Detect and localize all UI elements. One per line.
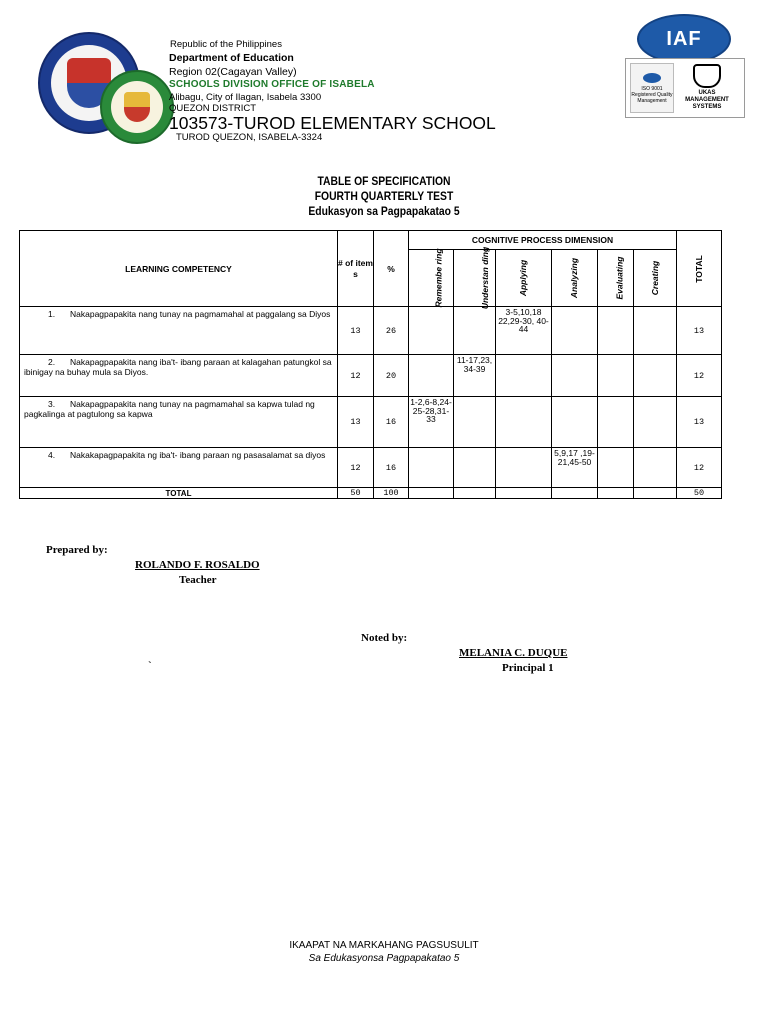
remembering-cell (409, 307, 454, 355)
row-total-cell: 12 (677, 355, 722, 397)
header-region: Region 02(Cagayan Valley) (169, 66, 297, 78)
understanding-cell (454, 307, 496, 355)
remembering-cell (409, 448, 454, 488)
applying-cell (496, 448, 552, 488)
doc-subject: Edukasyon sa Pagpapakatao 5 (308, 206, 460, 218)
division-seal-logo (100, 70, 174, 144)
percent-cell: 26 (374, 307, 409, 355)
applying-cell (496, 397, 552, 448)
footer-subject: Sa Edukasyonsa Pagpapakatao 5 (308, 953, 460, 964)
table-row (20, 307, 722, 355)
header-remembering: Remembe ring (409, 250, 454, 307)
doc-subtitle: FOURTH QUARTERLY TEST (314, 191, 454, 203)
total-items: 50 (338, 488, 374, 499)
evaluating-cell (598, 448, 634, 488)
total-percent: 100 (374, 488, 409, 499)
analyzing-cell (552, 397, 598, 448)
header-total: TOTAL (677, 231, 722, 307)
specification-table (19, 230, 722, 499)
applying-cell: 3-5,10,18 22,29-30, 40-44 (496, 307, 552, 355)
creating-cell (634, 397, 677, 448)
table-row (20, 397, 722, 448)
header-cognitive-dimension: COGNITIVE PROCESS DIMENSION (409, 231, 677, 250)
footer-exam-title: IKAAPAT NA MARKAHANG PAGSUSULIT (289, 940, 479, 951)
evaluating-cell (598, 355, 634, 397)
competency-cell: 2. Nakapagpapakita nang iba't- ibang paraan at kalagahan patungkol sa ibinigay na buhay mula sa Diyos. (20, 355, 338, 397)
creating-cell (634, 448, 677, 488)
header-department: Department of Education (169, 52, 294, 64)
applying-cell (496, 355, 552, 397)
percent-cell: 20 (374, 355, 409, 397)
understanding-cell (454, 448, 496, 488)
remembering-cell (409, 355, 454, 397)
items-cell: 13 (338, 397, 374, 448)
prepared-by-role: Teacher (179, 574, 217, 586)
creating-cell (634, 355, 677, 397)
total-label: TOTAL (20, 488, 338, 499)
row-total-cell: 13 (677, 397, 722, 448)
creating-cell (634, 307, 677, 355)
school-address: TUROD QUEZON, ISABELA-3324 (176, 132, 323, 143)
understanding-cell: 11-17,23, 34-39 (454, 355, 496, 397)
evaluating-cell (598, 307, 634, 355)
header-district: QUEZON DISTRICT (169, 103, 257, 114)
row-total-cell: 13 (677, 307, 722, 355)
crown-icon (693, 64, 721, 88)
analyzing-cell: 5,9,17 ,19-21,45-50 (552, 448, 598, 488)
competency-cell: 4. Nakakapagpapakita ng iba't- ibang paraan ng pasasalamat sa diyos (20, 448, 338, 488)
iaf-logo: IAF (637, 14, 731, 64)
table-row (20, 355, 722, 397)
header-applying: Applying (496, 250, 552, 307)
noted-by-name: MELANIA C. DUQUE (459, 647, 568, 659)
evaluating-cell (598, 397, 634, 448)
stray-mark: ` (148, 660, 152, 672)
prepared-by-label: Prepared by: (46, 544, 108, 556)
prepared-by-name: ROLANDO F. ROSALDO (135, 559, 260, 571)
remembering-cell: 1-2,6-8,24-25-28,31-33 (409, 397, 454, 448)
header-learning-competency: LEARNING COMPETENCY (20, 231, 338, 307)
ukas-badge: UKAS MANAGEMENT SYSTEMS (682, 63, 732, 111)
header-republic: Republic of the Philippines (170, 39, 282, 50)
analyzing-cell (552, 355, 598, 397)
certification-badges (625, 58, 745, 118)
items-cell: 12 (338, 448, 374, 488)
header-understanding: Understan ding (454, 250, 496, 307)
noted-by-role: Principal 1 (502, 662, 554, 674)
table-row (20, 448, 722, 488)
header-division-office: SCHOOLS DIVISION OFFICE OF ISABELA (169, 79, 375, 90)
header-percent: % (374, 231, 409, 307)
percent-cell: 16 (374, 448, 409, 488)
noted-by-label: Noted by: (361, 632, 408, 644)
percent-cell: 16 (374, 397, 409, 448)
table-total-row (20, 488, 722, 499)
competency-cell: 3. Nakapagpapakita nang tunay na pagmamahal sa kapwa tulad ng pagkalinga at pagtulong sa kapwa (20, 397, 338, 448)
doc-title: TABLE OF SPECIFICATION (317, 176, 451, 188)
header-analyzing: Analyzing (552, 250, 598, 307)
header-creating: Creating (634, 250, 677, 307)
header-items: # of item s (338, 231, 374, 307)
items-cell: 13 (338, 307, 374, 355)
analyzing-cell (552, 307, 598, 355)
grand-total: 50 (677, 488, 722, 499)
iso-9001-badge: ISO 9001 Registered Quality Management (630, 63, 674, 113)
header-address: Alibagu, City of Ilagan, Isabela 3300 (169, 92, 322, 103)
school-name: 103573-TUROD ELEMENTARY SCHOOL (169, 113, 496, 133)
header-evaluating: Evaluating (598, 250, 634, 307)
row-total-cell: 12 (677, 448, 722, 488)
understanding-cell (454, 397, 496, 448)
competency-cell: 1. Nakapagpapakita nang tunay na pagmamahal at paggalang sa Diyos (20, 307, 338, 355)
items-cell: 12 (338, 355, 374, 397)
